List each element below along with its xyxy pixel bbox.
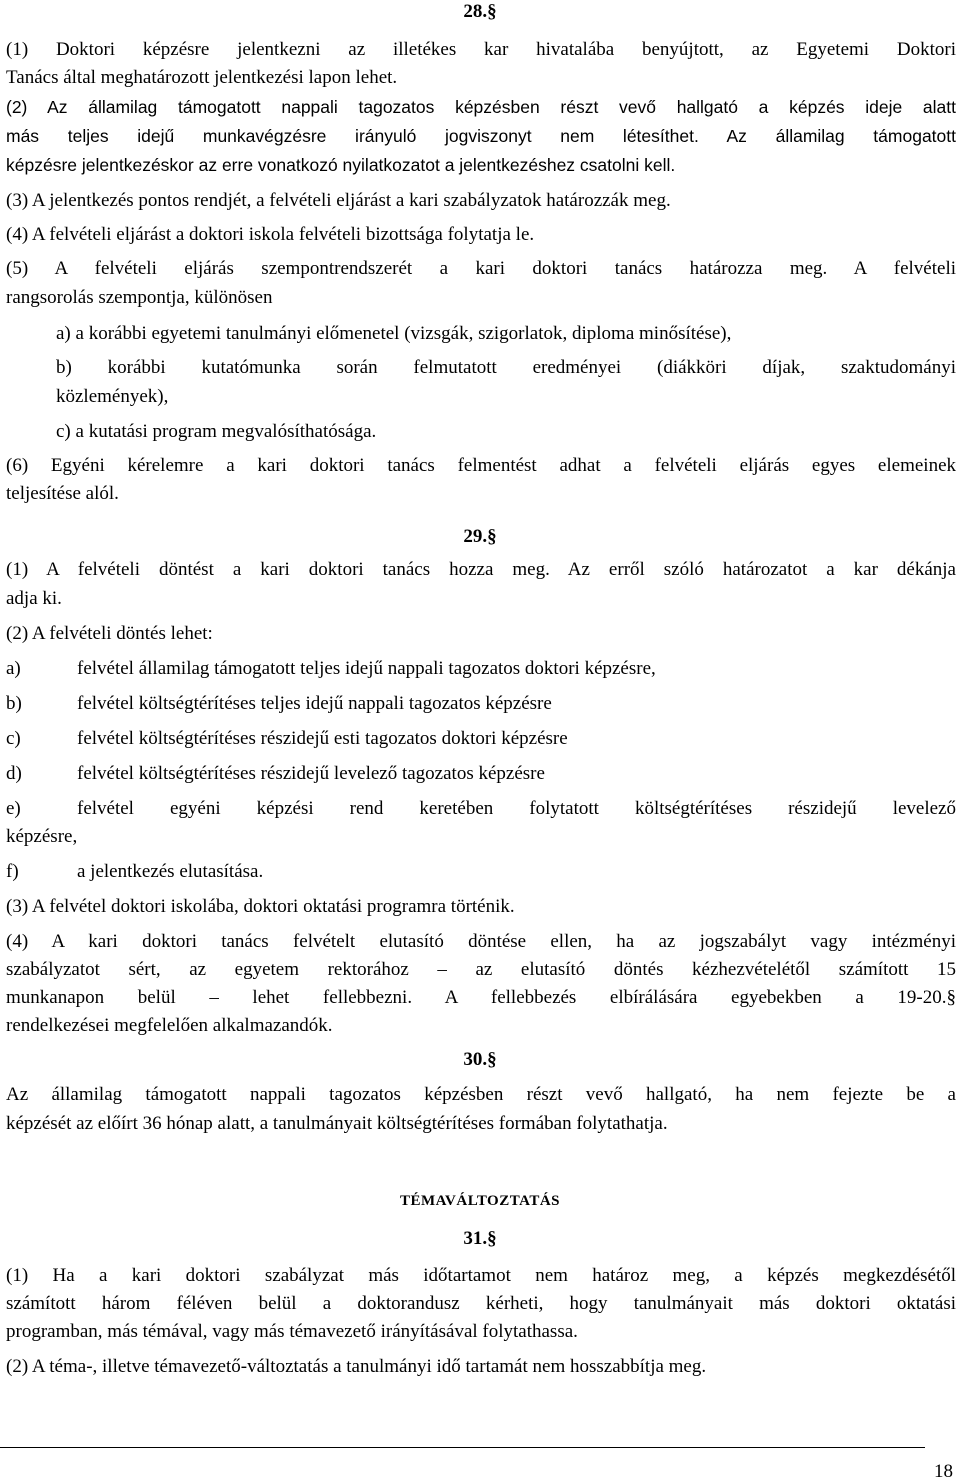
item-text: felvétel költségtérítéses részidejű levelező tagozatos képzésre	[77, 763, 545, 784]
item-text: a jelentkezés elutasítása.	[77, 861, 264, 882]
paragraph-line: Az államilag támogatott nappali tagozatos képzésben részt vevő hallgató, ha nem fejezte be a	[6, 1084, 956, 1105]
item-text: felvétel költségtérítéses részidejű esti tagozatos doktori képzésre	[77, 728, 568, 749]
paragraph-line: (2) A téma-, illetve témavezető-változtatás a tanulmányi idő tartamát nem hosszabbítja meg.	[6, 1356, 707, 1377]
section-heading-28: 28.§	[463, 1, 497, 22]
paragraph-line: programban, más témával, vagy más témavezető irányításával folytathassa.	[6, 1321, 578, 1342]
paragraph-line: teljesítése alól.	[6, 483, 119, 504]
paragraph-line: (1) Doktori képzésre jelentkezni az illetékes kar hivatalába benyújtott, az Egyetemi Doktori	[6, 39, 956, 60]
chapter-title: TÉMAVÁLTOZTATÁS	[399, 1193, 561, 1209]
decision-item-continuation: képzésre,	[6, 826, 78, 847]
paragraph-line: (4) A kari doktori tanács felvételt elutasító döntése ellen, ha az jogszabályt vagy intézményi	[6, 931, 956, 952]
item-text: felvétel egyéni képzési rend keretében folytatott költségtérítéses részidejű levelező	[77, 798, 956, 819]
item-text: felvétel költségtérítéses teljes idejű nappali tagozatos képzésre	[77, 693, 552, 714]
footer-divider	[0, 1447, 925, 1448]
list-item: c) a kutatási program megvalósíthatósága.	[56, 421, 377, 442]
section-heading-30: 30.§	[463, 1049, 497, 1070]
paragraph-line: rangsorolás szempontja, különösen	[6, 287, 273, 308]
item-letter: d)	[6, 763, 22, 784]
paragraph-line: (5) A felvételi eljárás szempontrendszerét a kari doktori tanács határozza meg. A felvételi	[6, 258, 956, 279]
paragraph-line: (6) Egyéni kérelemre a kari doktori tanács felmentést adhat a felvételi eljárás egyes elemeinek	[6, 455, 956, 476]
paragraph-line: (3) A jelentkezés pontos rendjét, a felvételi eljárást a kari szabályzatok határozzák meg.	[6, 190, 671, 211]
section-heading-29: 29.§	[463, 526, 497, 547]
item-letter: c)	[6, 728, 21, 749]
paragraph-line: (1) A felvételi döntést a kari doktori tanács hozza meg. Az erről szóló határozatot a kar dékánja	[6, 559, 956, 580]
paragraph-line: szabályzatot sért, az egyetem rektorához – az elutasító döntés kézhezvételétől számított 15	[6, 959, 956, 980]
paragraph-line: (2) A felvételi döntés lehet:	[6, 623, 213, 644]
paragraph-line: (1) Ha a kari doktori szabályzat más időtartamot nem határoz meg, a képzés megkezdésétől	[6, 1265, 956, 1286]
paragraph-line: más teljes idejű munkavégzésre irányuló jogviszonyt nem létesíthet. Az államilag támogatott	[6, 126, 956, 146]
page-number: 18	[934, 1461, 953, 1482]
paragraph-line: rendelkezései megfelelően alkalmazandók.	[6, 1015, 333, 1036]
paragraph-line: képzésre jelentkezéskor az erre vonatkozó nyilatkozatot a jelentkezéshez csatolni kell.	[6, 155, 676, 175]
item-letter: f)	[6, 861, 19, 882]
list-item: b) korábbi kutatómunka során felmutatott eredményei (diákköri díjak, szaktudományi	[56, 357, 956, 378]
paragraph-line: (3) A felvétel doktori iskolába, doktori oktatási programra történik.	[6, 896, 515, 917]
paragraph-line: képzését az előírt 36 hónap alatt, a tanulmányait költségtérítéses formában folytathatja.	[6, 1113, 668, 1134]
item-text: felvétel államilag támogatott teljes idejű nappali tagozatos doktori képzésre,	[77, 658, 656, 679]
paragraph-line: (2) Az államilag támogatott nappali tagozatos képzésben részt vevő hallgató a képzés ideje alatt	[6, 97, 956, 117]
paragraph-line: adja ki.	[6, 588, 62, 609]
item-letter: b)	[6, 693, 22, 714]
item-letter: a)	[6, 658, 21, 679]
item-letter: e)	[6, 798, 21, 819]
list-item: a) a korábbi egyetemi tanulmányi előmenetel (vizsgák, szigorlatok, diploma minősítése),	[56, 323, 732, 344]
paragraph-line: munkanapon belül – lehet fellebbezni. A fellebbezés elbírálására egyebekben a 19-20.§	[6, 987, 956, 1008]
paragraph-line: számított három féléven belül a doktorandusz kérheti, hogy tanulmányait más doktori oktatási	[6, 1293, 956, 1314]
section-heading-31: 31.§	[463, 1228, 497, 1249]
list-item-continuation: közlemények),	[56, 386, 169, 407]
paragraph-line: (4) A felvételi eljárást a doktori iskola felvételi bizottsága folytatja le.	[6, 224, 535, 245]
paragraph-line: Tanács által meghatározott jelentkezési lapon lehet.	[6, 67, 398, 88]
